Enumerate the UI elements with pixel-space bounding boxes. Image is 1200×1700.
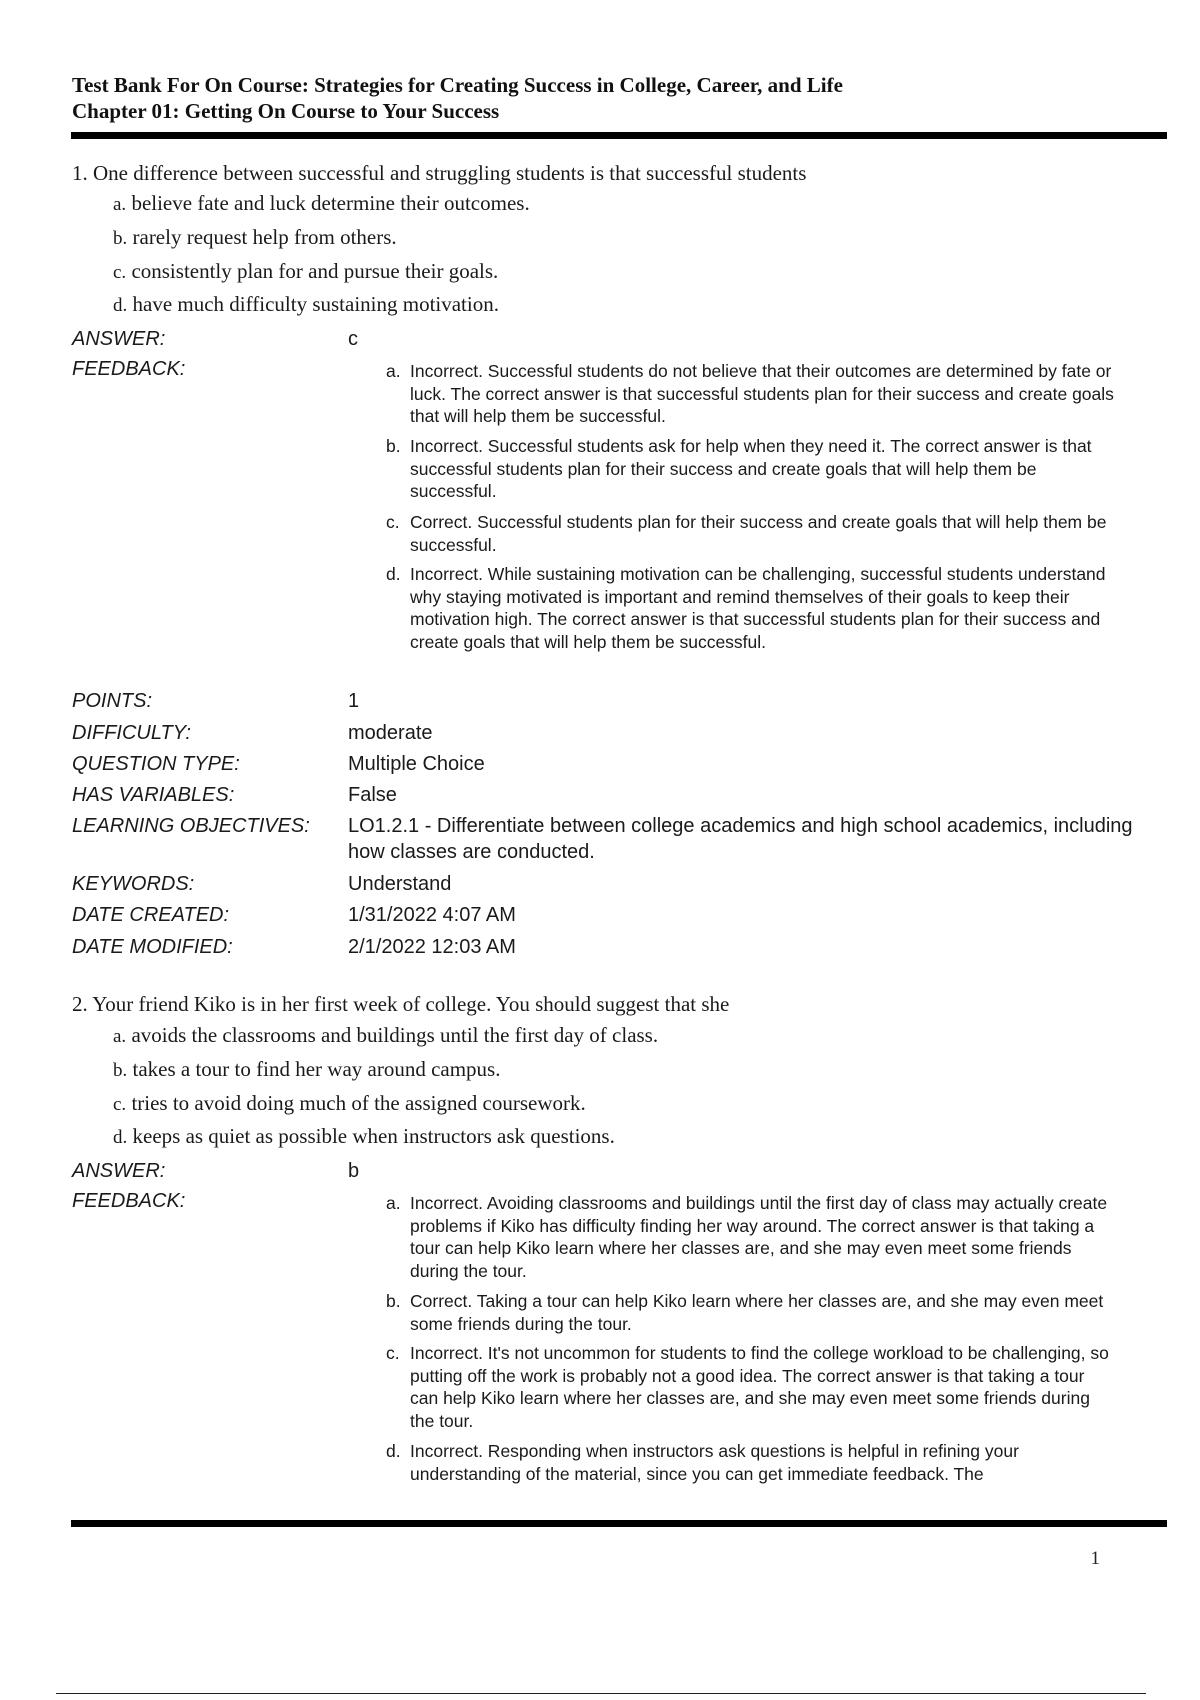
question-1-date-created: 1/31/2022 4:07 AM bbox=[348, 904, 516, 926]
difficulty-label: DIFFICULTY: bbox=[72, 722, 191, 744]
learning-objectives-label: LEARNING OBJECTIVES: bbox=[72, 815, 310, 837]
choice-letter: a. bbox=[113, 1026, 127, 1047]
date-modified-label: DATE MODIFIED: bbox=[72, 936, 233, 958]
page-number: 1 bbox=[1090, 1548, 1100, 1569]
question-1-choice-c bbox=[113, 258, 498, 286]
choice-text: consistently plan for and pursue their goals. bbox=[131, 259, 499, 283]
choice-text: takes a tour to find her way around campus. bbox=[132, 1057, 501, 1081]
feedback-text: Incorrect. Responding when instructors ask questions is helpful in refining your understanding of the material, since you can get immediate feedback. The bbox=[410, 1441, 1019, 1484]
question-1-learning-objectives: LO1.2.1 - Differentiate between college academics and high school academics, including how classes are conducted. bbox=[348, 815, 1133, 863]
test-bank-title: Test Bank For On Course: Strategies for Creating Success in College, Career, and Life bbox=[72, 73, 843, 97]
feedback-text: Incorrect. Avoiding classrooms and buildings until the first day of class may actually create problems if Kiko has difficulty finding her way around. The correct answer is that taking a tour can help Kiko learn where her classes are, and she may even meet some friends during the tour. bbox=[410, 1193, 1108, 1281]
question-2-stem: 2. Your friend Kiko is in her first week of college. You should suggest that she bbox=[72, 992, 730, 1016]
document-header bbox=[72, 72, 1167, 124]
keywords-label: KEYWORDS: bbox=[72, 873, 195, 895]
question-1-feedback-b bbox=[386, 435, 1116, 503]
feedback-text: Correct. Successful students plan for their success and create goals that will help them be successful. bbox=[410, 512, 1107, 555]
choice-letter: d. bbox=[113, 1127, 128, 1148]
question-1-stem: 1. One difference between successful and struggling students is that successful students bbox=[72, 161, 807, 185]
question-1-choice-a bbox=[113, 190, 530, 218]
question-2-feedback-d bbox=[386, 1440, 1116, 1485]
feedback-letter: a. bbox=[386, 361, 401, 381]
feedback-letter: b. bbox=[386, 436, 401, 456]
header-rule bbox=[71, 132, 1167, 139]
choice-letter: b. bbox=[113, 1060, 128, 1081]
question-1-keywords: Understand bbox=[348, 873, 452, 895]
has-variables-label: HAS VARIABLES: bbox=[72, 784, 235, 806]
feedback-label: FEEDBACK: bbox=[72, 1190, 186, 1212]
choice-letter: c. bbox=[113, 1094, 127, 1115]
choice-text: rarely request help from others. bbox=[132, 225, 397, 249]
choice-letter: a. bbox=[113, 194, 127, 215]
date-created-label: DATE CREATED: bbox=[72, 904, 230, 926]
chapter-title: Chapter 01: Getting On Course to Your Success bbox=[72, 99, 500, 123]
choice-text: tries to avoid doing much of the assigned coursework. bbox=[131, 1091, 586, 1115]
question-2-feedback-b bbox=[386, 1290, 1116, 1335]
feedback-letter: c. bbox=[386, 512, 400, 532]
question-1-has-variables: False bbox=[348, 784, 397, 806]
answer-label: ANSWER: bbox=[72, 1160, 166, 1182]
question-1-feedback-d bbox=[386, 563, 1116, 653]
points-label: POINTS: bbox=[72, 690, 153, 712]
feedback-text: Correct. Taking a tour can help Kiko learn where her classes are, and she may even meet some friends during the tour. bbox=[410, 1291, 1104, 1334]
question-1-date-modified: 2/1/2022 12:03 AM bbox=[348, 936, 516, 958]
choice-letter: c. bbox=[113, 262, 127, 283]
feedback-letter: c. bbox=[386, 1343, 400, 1363]
question-1-feedback-c bbox=[386, 511, 1116, 556]
choice-text: have much difficulty sustaining motivation. bbox=[132, 292, 499, 316]
question-1-choice-b bbox=[113, 224, 397, 252]
choice-text: keeps as quiet as possible when instructors ask questions. bbox=[132, 1124, 615, 1148]
question-1-choice-d bbox=[113, 291, 499, 319]
feedback-label: FEEDBACK: bbox=[72, 358, 186, 380]
feedback-text: Incorrect. Successful students ask for help when they need it. The correct answer is that successful students plan for their success and create goals that will help them be successful. bbox=[410, 436, 1092, 501]
question-1-answer: c bbox=[348, 328, 358, 350]
question-type-label: QUESTION TYPE: bbox=[72, 753, 240, 775]
feedback-text: Incorrect. Successful students do not believe that their outcomes are determined by fate or luck. The correct answer is that successful students plan for their success and create goals that will help them be successful. bbox=[410, 361, 1114, 426]
feedback-letter: d. bbox=[386, 1441, 401, 1461]
question-1-feedback-a bbox=[386, 360, 1116, 428]
question-2-feedback-c bbox=[386, 1342, 1116, 1432]
page-bottom-divider bbox=[56, 1693, 1146, 1694]
feedback-text: Incorrect. While sustaining motivation can be challenging, successful students understand why staying motivated is important and remind themselves of their goals to keep their motivation high. The correct answer is that successful students plan for their success and create goals that will help them be successful. bbox=[410, 564, 1106, 652]
feedback-letter: d. bbox=[386, 564, 401, 584]
footer-rule bbox=[71, 1520, 1167, 1527]
question-1-points: 1 bbox=[348, 690, 360, 712]
question-2-choice-d bbox=[113, 1123, 615, 1151]
question-1-type: Multiple Choice bbox=[348, 753, 485, 775]
answer-label: ANSWER: bbox=[72, 328, 166, 350]
choice-letter: b. bbox=[113, 228, 128, 249]
question-2-choice-b bbox=[113, 1056, 500, 1084]
feedback-letter: b. bbox=[386, 1291, 401, 1311]
question-2-feedback-a bbox=[386, 1192, 1116, 1282]
choice-letter: d. bbox=[113, 295, 128, 316]
question-2-choice-a bbox=[113, 1022, 658, 1050]
choice-text: believe fate and luck determine their outcomes. bbox=[131, 191, 530, 215]
question-1-difficulty: moderate bbox=[348, 722, 433, 744]
feedback-text: Incorrect. It's not uncommon for students to find the college workload to be challenging, so putting off the work is probably not a good idea. The correct answer is that taking a tour can help Kiko learn where her classes are, and she may even meet some friends during the tour. bbox=[410, 1343, 1109, 1431]
question-2-answer: b bbox=[348, 1160, 360, 1182]
choice-text: avoids the classrooms and buildings until the first day of class. bbox=[131, 1023, 659, 1047]
question-2-choice-c bbox=[113, 1090, 586, 1118]
feedback-letter: a. bbox=[386, 1193, 401, 1213]
